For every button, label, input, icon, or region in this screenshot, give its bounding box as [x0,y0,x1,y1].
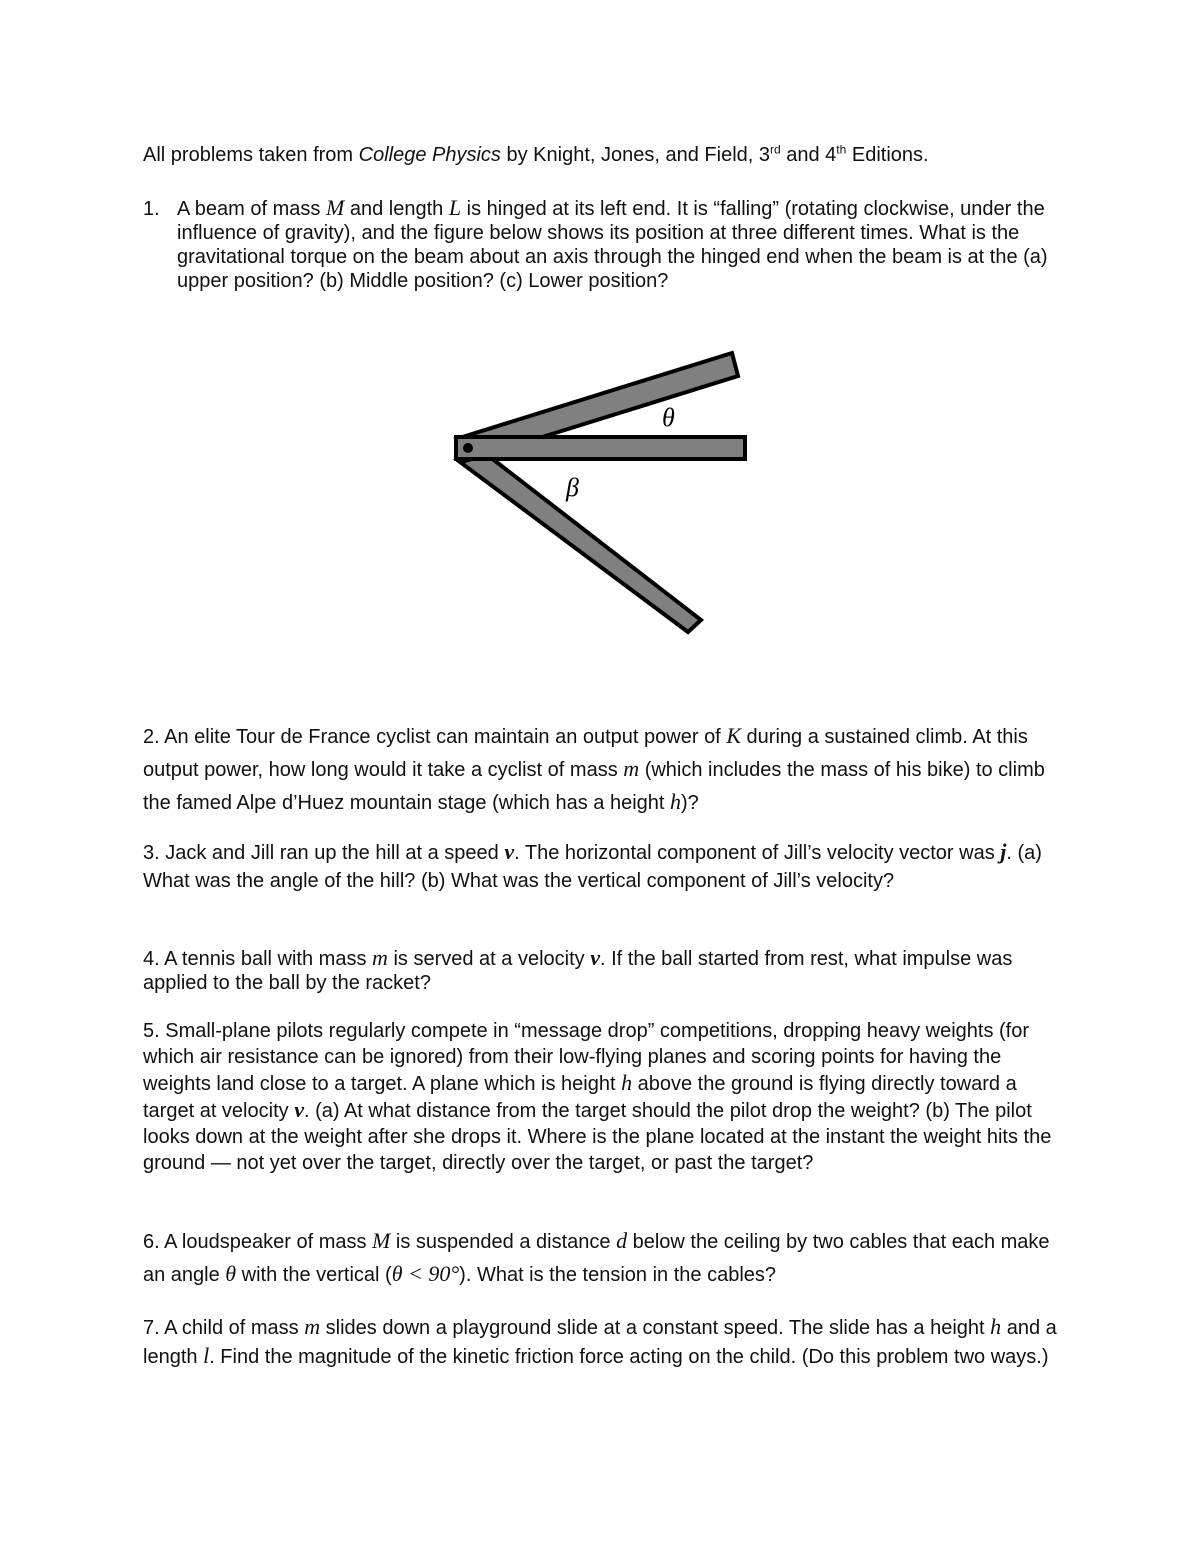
theta-label: θ [662,403,675,432]
problem-2-number: 2. [143,726,160,748]
problem-1-text-2: and length [344,198,449,220]
problem-4-text-1: A tennis ball with mass [159,948,373,970]
problem-6-var-M: M [372,1228,391,1253]
problem-4-text-2: is served at a velocity [387,948,591,970]
problem-4-var-v: v [590,945,600,970]
beam-lower [456,440,701,632]
problem-6-inequality: θ < 90° [391,1261,460,1286]
problem-3-var-v: v [504,839,515,864]
problem-5-text-1: Small-plane pilots regularly compete in “message drop” competitions, dropping heavy weights (for which air resistance can be ignored) from their low-flying planes and scoring points for having the weights land close to a target. A plane which is height [143,1020,1029,1095]
problem-4-text-3: . If the ball started from rest, what impulse was applied to the ball by the racket? [143,948,1013,994]
header-suffix: Editions. [846,144,929,166]
header-sup-rd: rd [770,142,781,157]
problem-7-text-3: and a length [143,1317,1057,1368]
header-sup-th: th [836,142,847,157]
problem-3-text-2: . The horizontal component of Jill’s velocity vector was [514,842,1001,864]
beam-figure [440,340,760,640]
problem-6-text-4: with the vertical ( [236,1264,392,1286]
problem-5-text-2: above the ground is flying directly toward a target at velocity [143,1073,1017,1122]
problem-6-text-1: A loudspeaker of mass [159,1231,373,1253]
problem-5-var-v: v [294,1097,304,1122]
problem-7-var-l: l [203,1343,210,1368]
problem-6-text-2: is suspended a distance [390,1231,617,1253]
problem-2-text-1: An elite Tour de France cyclist can maintain an output power of [159,726,727,748]
problem-2-text-2: during a sustained climb. At this output power, how long would it take a cyclist of mass [143,726,1028,781]
problem-1-text-1: A beam of mass [177,198,326,220]
problem-1 [143,196,1068,293]
problem-1-var-M: M [325,195,345,220]
problem-3-text-3: . (a) What was the angle of the hill? (b) What was the vertical component of Jill’s velocity? [143,842,1042,892]
problem-2 [143,720,1073,819]
problem-5-number: 5. [143,1020,160,1042]
header-and: and 4 [780,144,837,166]
problem-6-text-3: below the ceiling by two cables that each make an angle [143,1231,1050,1286]
problem-3-number: 3. [143,842,160,864]
problem-4-number: 4. [143,948,160,970]
beam-diagram [440,340,760,640]
hinge-pin [463,443,473,453]
problem-2-var-m: m [623,756,640,781]
problem-6-var-theta: θ [225,1261,237,1286]
problem-7-var-m: m [304,1314,321,1339]
problem-7-text-4: . Find the magnitude of the kinetic friction force acting on the child. (Do this problem two ways.) [209,1346,1049,1368]
problem-5 [143,1018,1073,1176]
problem-7-text-2: slides down a playground slide at a constant speed. The slide has a height [320,1317,991,1339]
problem-4 [143,946,1073,995]
problem-6-number: 6. [143,1231,160,1253]
problem-7-number: 7. [143,1317,160,1339]
problem-3-var-j: j [1000,839,1007,864]
problem-2-var-K: K [726,723,741,748]
problem-3 [143,838,1073,895]
header-prefix: All problems taken from [143,144,359,166]
problem-5-var-h: h [621,1070,633,1095]
problem-2-var-h: h [670,789,681,814]
problem-2-text-4: )? [681,792,699,814]
problem-4-var-m: m [372,945,388,970]
problem-1-var-L: L [448,195,462,220]
problem-3-text-1: Jack and Jill ran up the hill at a speed [159,842,505,864]
header-authors: by Knight, Jones, and Field, 3 [500,144,770,166]
beam-middle [456,437,745,459]
header-line [143,143,1073,167]
problem-6-var-d: d [616,1228,628,1253]
problem-5-text-3: . (a) At what distance from the target should the pilot drop the weight? (b) The pilot looks down at the weight after she drops it. Where is the plane located at the instant the weight hits the ground — not yet over the target, directly over the target, or past the target? [143,1100,1052,1174]
book-title: College Physics [358,144,501,166]
problem-7-text-1: A child of mass [159,1317,305,1339]
problem-1-number: 1. [143,198,160,220]
problem-7 [143,1313,1073,1371]
problem-6-text-5: ). What is the tension in the cables? [459,1264,777,1286]
problem-1-text-3: is hinged at its left end. It is “falling” (rotating clockwise, under the influence of gravity), and the figure below shows its position at three different times. What is the gravitational torque on the beam about an axis through the hinged end when the beam is at the (a) upper position? (b) Middle position? (c) Lower position? [177,198,1048,292]
problem-6 [143,1225,1073,1291]
problem-7-var-h: h [990,1314,1002,1339]
beta-label: β [566,473,579,502]
problem-2-text-3: (which includes the mass of his bike) to climb the famed Alpe d’Huez mountain stage (which has a height [143,759,1045,814]
